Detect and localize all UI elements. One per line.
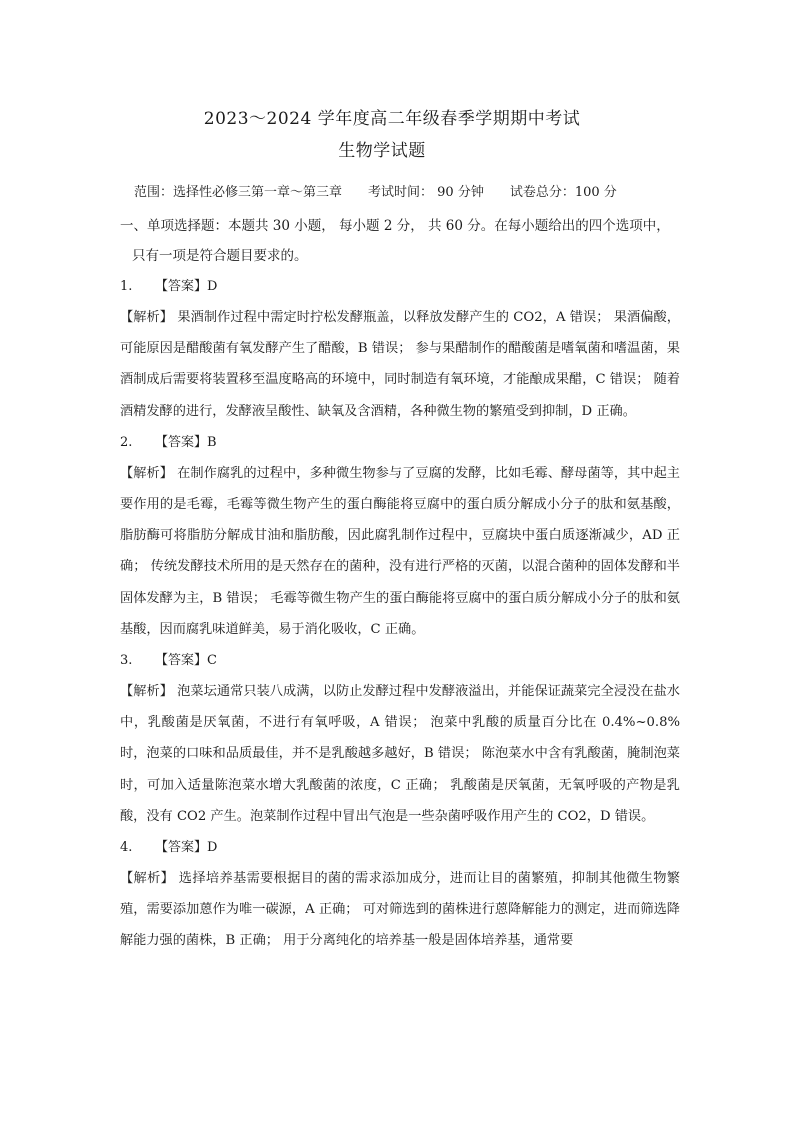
answer-line (120, 645, 680, 676)
explanation: 【解析】 选择培养基需要根据目的菌的需求添加成分，进而让目的菌繁殖，抑制其他微生物繁殖，需要添加蒽作为唯一碳源，A 正确； 可对筛选到的菌株进行蒽降解能力的测定，进而筛选降解能力强的菌株，B 正确； 用于分离纯化的培养基一般是固体培养基，通常要 (120, 871, 680, 949)
answer-list (120, 271, 680, 957)
question-4 (120, 832, 680, 957)
answer-key: 【答案】C (155, 653, 217, 669)
question-number: 2. (120, 434, 133, 450)
explanation: 【解析】 果酒制作过程中需定时拧松发酵瓶盖，以释放发酵产生的 CO2，A 错误； 果酒偏酸，可能原因是醋酸菌有氧发酵产生了醋酸，B 错误； 参与果醋制作的醋酸菌是嗜氧菌和嗜温菌，果酒制成后需要将装置移至温度略高的环境中，同时制造有氧环境，才能酿成果醋，C 错误； 随着酒精发酵的进行，发酵液呈酸性、缺氧及含酒精，各种微生物的繁殖受到抑制，D 正确。 (120, 310, 680, 419)
explanation: 【解析】 在制作腐乳的过程中，多种微生物参与了豆腐的发酵，比如毛霉、酵母菌等，其中起主要作用的是毛霉，毛霉等微生物产生的蛋白酶能将豆腐中的蛋白质分解成小分子的肽和氨基酸，脂肪酶可将脂肪分解成甘油和脂肪酸，因此腐乳制作过程中，豆腐块中蛋白质逐渐减少，AD 正确； 传统发酵技术所用的是天然存在的菌种，没有进行严格的灭菌，以混合菌种的固体发酵和半固体发酵为主，B 错误； 毛霉等微生物产生的蛋白酶能将豆腐中的蛋白质分解成小分子的肽和氨基酸，因而腐乳味道鲜美，易于消化吸收，C 正确。 (120, 465, 680, 637)
question-number: 3. (120, 653, 133, 669)
answer-key: 【答案】B (155, 434, 217, 450)
section-heading-line1: 一、单项选择题：本题共 30 小题， 每小题 2 分， 共 60 分。在每小题给出的四个选项中， (120, 218, 670, 234)
exam-subtitle: 生物学试题 (338, 141, 426, 161)
exam-scope: 范围：选择性必修三第一章～第三章 (134, 185, 343, 200)
exam-time: 考试时间： 90 分钟 (368, 185, 484, 200)
exam-total: 试卷总分：100 分 (509, 185, 617, 200)
question-1 (120, 271, 680, 427)
section-heading-line2: 只有一项是符合题目要求的。 (132, 248, 308, 264)
answer-key: 【答案】D (155, 279, 218, 294)
answer-line (120, 271, 680, 302)
explanation: 【解析】 泡菜坛通常只装八成满，以防止发酵过程中发酵液溢出，并能保证蔬菜完全浸没在盐水中，乳酸菌是厌氧菌，不进行有氧呼吸，A 错误； 泡菜中乳酸的质量百分比在 0.4%~0.8%时，泡菜的口味和品质最佳，并不是乳酸越多越好，B 错误； 陈泡菜水中含有乳酸菌，腌制泡菜时，可加入适量陈泡菜水增大乳酸菌的浓度，C 正确； 乳酸菌是厌氧菌，无氧呼吸的产物是乳酸，没有 CO2 产生。泡菜制作过程中冒出气泡是一些杂菌呼吸作用产生的 CO2，D 错误。 (120, 684, 680, 824)
exam-title: 2023～2024 学年度高二年级春季学期期中考试 (203, 109, 581, 129)
question-number: 1. (120, 279, 133, 294)
answer-key: 【答案】D (155, 840, 218, 856)
exam-meta (134, 181, 643, 200)
answer-line (120, 427, 680, 458)
answer-line (120, 832, 680, 863)
question-3 (120, 645, 680, 832)
question-number: 4. (120, 840, 133, 856)
question-2 (120, 427, 680, 645)
section-heading (120, 211, 680, 271)
